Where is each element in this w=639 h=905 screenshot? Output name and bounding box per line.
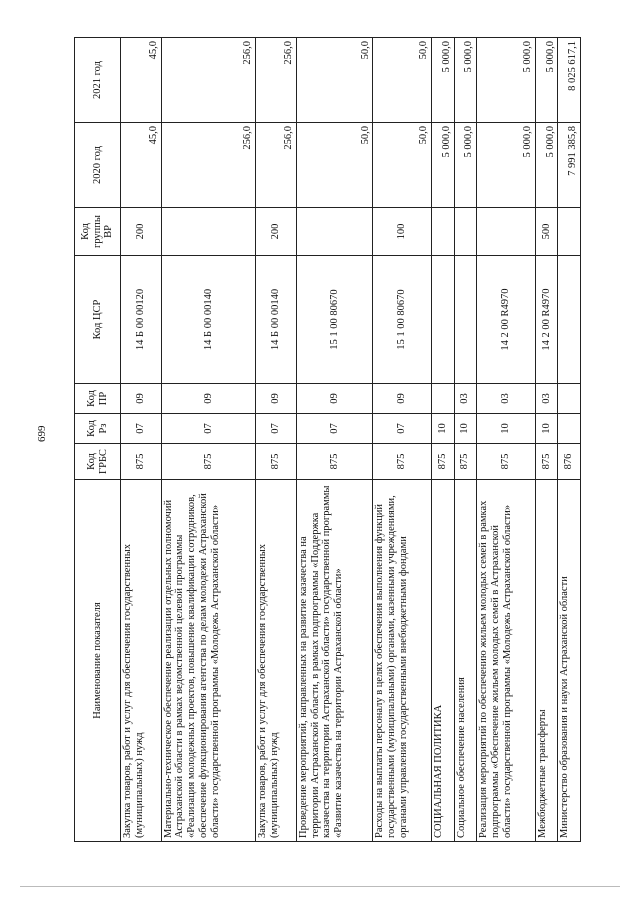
cell-grbs: 875 bbox=[296, 444, 373, 480]
cell-y2020: 5 000,0 bbox=[431, 123, 454, 208]
header-pr: Код ПР bbox=[75, 384, 121, 414]
cell-name: Реализация мероприятий по обеспечению жильем молодых семей в рамках подпрограммы «Обеспечение жильем молодых семей в Астраханской области» государственной программы «Молодежь Астраханской области» bbox=[477, 480, 536, 842]
table-row bbox=[535, 38, 558, 842]
cell-name: Материально-техническое обеспечение реализации отдельных полномочий Астраханской области в рамках ведомственной целевой программы «Реализация молодежных проектов, повышение квалификации сотрудников, обеспечение функционирования агентства по делам молодежи Астраханской области» государственной программы «Молодежь Астраханской области» bbox=[161, 480, 256, 842]
page-number: 699 bbox=[36, 425, 48, 442]
cell-pr: 09 bbox=[161, 384, 256, 414]
cell-name: Закупка товаров, работ и услуг для обеспечения государственных (муниципальных) нужд bbox=[256, 480, 297, 842]
cell-csr: 14 Б 00 00120 bbox=[121, 256, 162, 384]
cell-pr: 09 bbox=[373, 384, 432, 414]
cell-y2020: 256,0 bbox=[161, 123, 256, 208]
table-row bbox=[161, 38, 256, 842]
cell-vr bbox=[431, 208, 454, 256]
cell-csr bbox=[558, 256, 581, 384]
header-csr: Код ЦСР bbox=[75, 256, 121, 384]
cell-vr: 100 bbox=[373, 208, 432, 256]
cell-rz bbox=[558, 414, 581, 444]
cell-pr: 03 bbox=[535, 384, 558, 414]
cell-y2020: 50,0 bbox=[296, 123, 373, 208]
table-row bbox=[431, 38, 454, 842]
cell-vr bbox=[296, 208, 373, 256]
cell-y2020: 5 000,0 bbox=[477, 123, 536, 208]
cell-vr: 200 bbox=[121, 208, 162, 256]
cell-vr: 200 bbox=[256, 208, 297, 256]
budget-table bbox=[74, 37, 581, 842]
table-row bbox=[454, 38, 477, 842]
cell-pr: 09 bbox=[256, 384, 297, 414]
cell-grbs: 875 bbox=[161, 444, 256, 480]
cell-pr: 03 bbox=[477, 384, 536, 414]
cell-csr: 14 Б 00 00140 bbox=[256, 256, 297, 384]
cell-y2021: 5 000,0 bbox=[431, 38, 454, 123]
header-grbs: Код ГРБС bbox=[75, 444, 121, 480]
cell-y2020: 5 000,0 bbox=[535, 123, 558, 208]
table-row bbox=[477, 38, 536, 842]
cell-name: Межбюджетные трансферты bbox=[535, 480, 558, 842]
cell-y2021: 5 000,0 bbox=[477, 38, 536, 123]
cell-y2021: 256,0 bbox=[161, 38, 256, 123]
table-row bbox=[296, 38, 373, 842]
cell-y2021: 5 000,0 bbox=[535, 38, 558, 123]
table-row bbox=[121, 38, 162, 842]
cell-vr bbox=[161, 208, 256, 256]
header-vr: Код группы ВР bbox=[75, 208, 121, 256]
cell-grbs: 875 bbox=[477, 444, 536, 480]
cell-rz: 10 bbox=[477, 414, 536, 444]
cell-csr bbox=[454, 256, 477, 384]
cell-csr: 14 2 00 R4970 bbox=[535, 256, 558, 384]
header-name: Наименование показателя bbox=[75, 480, 121, 842]
cell-vr bbox=[477, 208, 536, 256]
cell-y2021: 256,0 bbox=[256, 38, 297, 123]
cell-rz: 07 bbox=[161, 414, 256, 444]
cell-grbs: 875 bbox=[535, 444, 558, 480]
cell-y2020: 7 991 385,8 bbox=[558, 123, 581, 208]
cell-grbs: 875 bbox=[454, 444, 477, 480]
cell-csr: 14 Б 00 00140 bbox=[161, 256, 256, 384]
header-rz: Код Рз bbox=[75, 414, 121, 444]
header-2021: 2021 год bbox=[75, 38, 121, 123]
cell-y2021: 45,0 bbox=[121, 38, 162, 123]
cell-vr: 500 bbox=[535, 208, 558, 256]
cell-rz: 07 bbox=[373, 414, 432, 444]
cell-y2021: 50,0 bbox=[373, 38, 432, 123]
cell-csr: 15 1 00 80670 bbox=[296, 256, 373, 384]
cell-y2020: 50,0 bbox=[373, 123, 432, 208]
budget-table-rotated bbox=[74, 38, 581, 842]
cell-csr bbox=[431, 256, 454, 384]
cell-grbs: 875 bbox=[121, 444, 162, 480]
cell-y2021: 50,0 bbox=[296, 38, 373, 123]
cell-rz: 07 bbox=[296, 414, 373, 444]
cell-name: Расходы на выплаты персоналу в целях обеспечения выполнения функций государственными (муниципальными) органами, казенными учреждениями, органами управления государственными внебюджетными фондами bbox=[373, 480, 432, 842]
cell-name: Закупка товаров, работ и услуг для обеспечения государственных (муниципальных) нужд bbox=[121, 480, 162, 842]
cell-grbs: 875 bbox=[431, 444, 454, 480]
cell-pr bbox=[558, 384, 581, 414]
cell-y2020: 45,0 bbox=[121, 123, 162, 208]
cell-name: Социальное обеспечение населения bbox=[454, 480, 477, 842]
cell-rz: 10 bbox=[535, 414, 558, 444]
scan-edge-line bbox=[20, 886, 620, 887]
cell-name: Проведение мероприятий, направленных на развитие казачества на территории Астраханской области, в рамках подпрограммы «Поддержка казачества на территории Астраханской области» государственной программы «Развитие казачества на территории Астраханской области» bbox=[296, 480, 373, 842]
table-row bbox=[256, 38, 297, 842]
cell-pr: 09 bbox=[121, 384, 162, 414]
cell-y2021: 5 000,0 bbox=[454, 38, 477, 123]
cell-rz: 07 bbox=[121, 414, 162, 444]
cell-name: СОЦИАЛЬНАЯ ПОЛИТИКА bbox=[431, 480, 454, 842]
cell-pr bbox=[431, 384, 454, 414]
cell-rz: 07 bbox=[256, 414, 297, 444]
table-header-row bbox=[75, 38, 121, 842]
header-2020: 2020 год bbox=[75, 123, 121, 208]
cell-grbs: 876 bbox=[558, 444, 581, 480]
table-row bbox=[558, 38, 581, 842]
cell-pr: 03 bbox=[454, 384, 477, 414]
cell-csr: 15 1 00 80670 bbox=[373, 256, 432, 384]
cell-vr bbox=[454, 208, 477, 256]
cell-csr: 14 2 00 R4970 bbox=[477, 256, 536, 384]
cell-rz: 10 bbox=[431, 414, 454, 444]
cell-y2021: 8 025 617,1 bbox=[558, 38, 581, 123]
cell-rz: 10 bbox=[454, 414, 477, 444]
cell-grbs: 875 bbox=[373, 444, 432, 480]
cell-y2020: 5 000,0 bbox=[454, 123, 477, 208]
cell-pr: 09 bbox=[296, 384, 373, 414]
cell-y2020: 256,0 bbox=[256, 123, 297, 208]
table-row bbox=[373, 38, 432, 842]
cell-name: Министерство образования и науки Астраханской области bbox=[558, 480, 581, 842]
cell-grbs: 875 bbox=[256, 444, 297, 480]
cell-vr bbox=[558, 208, 581, 256]
